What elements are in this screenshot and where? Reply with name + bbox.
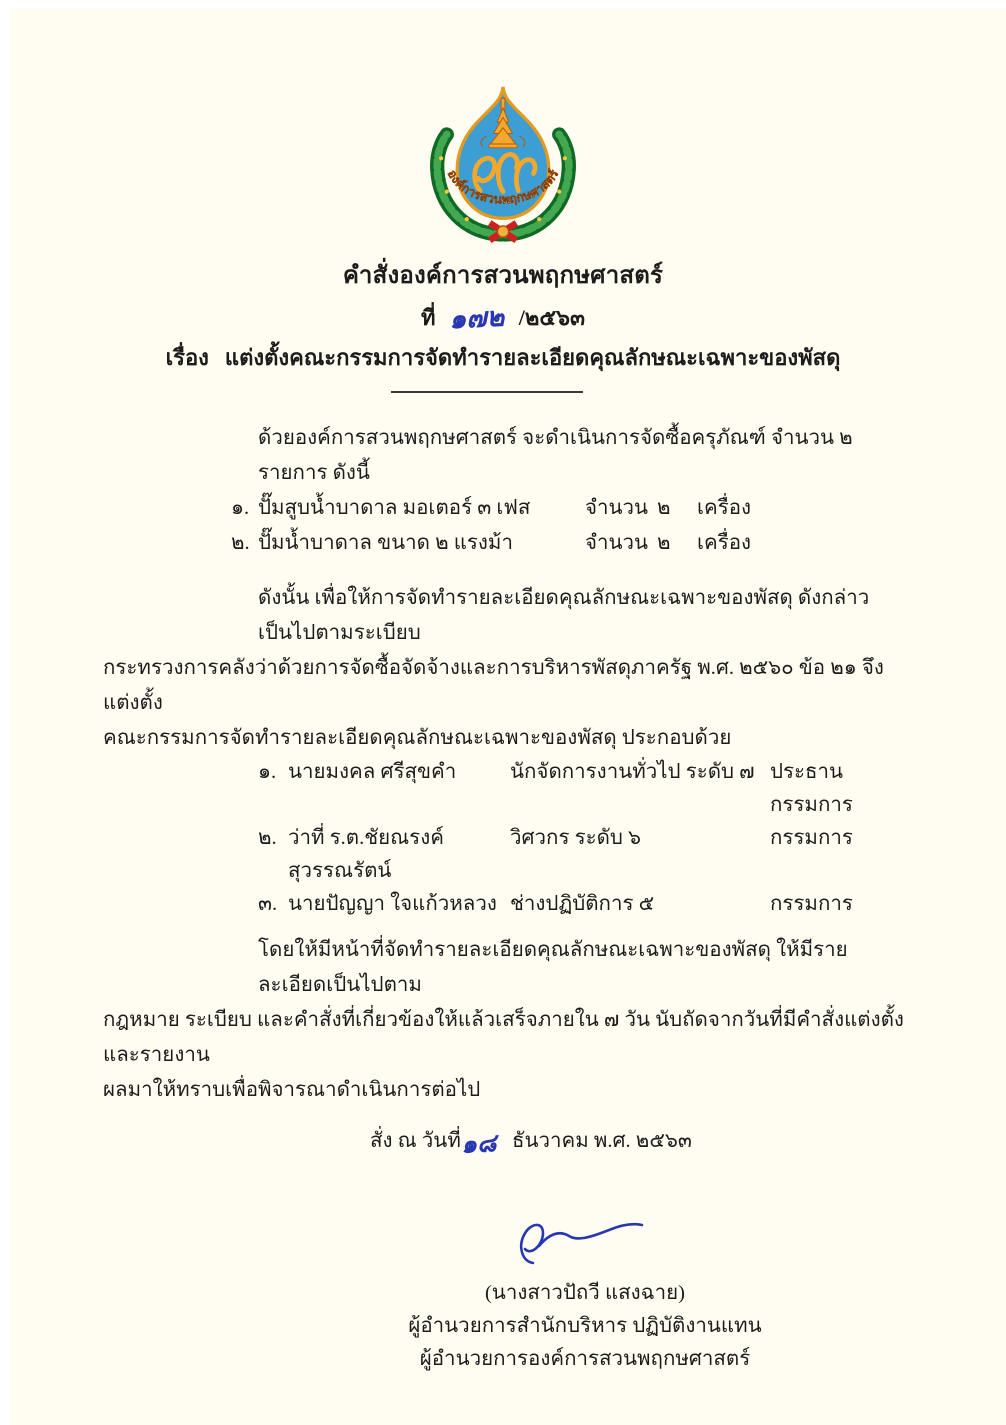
- committee-row: [103, 756, 906, 822]
- signatory-name: (นางสาวปัถวี แสงฉาย): [484, 1282, 685, 1304]
- committee-list: [103, 756, 906, 921]
- header-divider: [391, 391, 583, 393]
- signatory-title-director: ผู้อำนวยการองค์การสวนพฤกษศาสตร์: [419, 1348, 751, 1370]
- committee-number: ๓.: [258, 893, 278, 915]
- org-emblem: [0, 0, 1006, 249]
- signature-block: [375, 1213, 795, 1376]
- paragraph-line: ดังนั้น เพื่อให้การจัดทำรายละเอียดคุณลักษณะเฉพาะของพัสดุ ดังกล่าว เป็นไปตามระเบียบ: [258, 587, 870, 644]
- order-number-handwritten: ๑๗๒: [448, 301, 506, 336]
- order-number-year: /๒๕๖๓: [518, 305, 586, 330]
- committee-row: [103, 822, 906, 888]
- order-number-prefix: ที่: [420, 305, 436, 330]
- scan-edge-top: [0, 0, 1006, 8]
- subject-text: แต่งตั้งคณะกรรมการจัดทำรายละเอียดคุณลักษณะเฉพาะของพัสดุ: [224, 345, 841, 370]
- paragraph-appointment: [103, 581, 906, 756]
- committee-number: ๑.: [258, 761, 277, 783]
- document-title: คำสั่งองค์การสวนพฤกษศาสตร์: [342, 263, 664, 289]
- item-qty-label: จำนวน: [585, 532, 649, 554]
- subject-label: เรื่อง: [165, 345, 209, 370]
- item-number: ๑.: [231, 497, 250, 519]
- paragraph-line: กระทรวงการคลังว่าด้วยการจัดซื้อจัดจ้างและการบริหารพัสดุภาครัฐ พ.ศ. ๒๕๖๐ ข้อ ๒๑ จึงแต่งตั้ง: [103, 657, 884, 714]
- signature-ink: [505, 1213, 655, 1275]
- committee-position: นักจัดการงานทั่วไป ระดับ ๗: [510, 761, 755, 783]
- committee-position: วิศวกร ระดับ ๖: [510, 827, 642, 849]
- paragraph-duties: [103, 933, 906, 1108]
- item-number: ๒.: [231, 532, 250, 554]
- committee-role: ประธานกรรมการ: [770, 761, 853, 816]
- issued-date-line: [103, 1124, 906, 1159]
- procurement-item-row: [103, 526, 906, 561]
- logo-arc-text: องค์การสวนพฤกษศาสตร์: [444, 167, 562, 207]
- committee-position: ช่างปฏิบัติการ ๕: [510, 893, 655, 915]
- item-qty-label: จำนวน: [585, 497, 649, 519]
- item-unit: เครื่อง: [697, 532, 752, 554]
- committee-row: [103, 888, 906, 921]
- committee-name: นายมงคล ศรีสุขคำ: [288, 761, 457, 783]
- org-emblem-graphic: [417, 84, 589, 244]
- issued-day-handwritten: ๑๘: [460, 1128, 497, 1159]
- committee-number: ๒.: [258, 827, 277, 849]
- paragraph-line: ผลมาให้ทราบเพื่อพิจารณาดำเนินการต่อไป: [103, 1079, 481, 1101]
- order-number-line: [0, 297, 1006, 335]
- committee-role: กรรมการ: [770, 893, 853, 915]
- item-qty: ๒: [657, 532, 671, 554]
- subject-line: [0, 341, 1006, 375]
- paragraph-intro: ด้วยองค์การสวนพฤกษศาสตร์ จะดำเนินการจัดซื้อครุภัณฑ์ จำนวน ๒ รายการ ดังนี้: [258, 427, 853, 484]
- committee-name: ว่าที่ ร.ต.ชัยณรงค์ สุวรรณรัตน์: [288, 827, 444, 882]
- item-name: ปั๊มน้ำบาดาล ขนาด ๒ แรงม้า: [258, 532, 513, 554]
- scan-edge-left: [0, 0, 10, 1425]
- document-body: [103, 421, 906, 1376]
- committee-name: นายปัญญา ใจแก้วหลวง: [288, 893, 497, 915]
- paragraph-line: คณะกรรมการจัดทำรายละเอียดคุณลักษณะเฉพาะของพัสดุ ประกอบด้วย: [103, 727, 732, 749]
- item-name: ปั๊มสูบน้ำบาดาล มอเตอร์ ๓ เฟส: [258, 497, 531, 519]
- committee-role: กรรมการ: [770, 827, 853, 849]
- procurement-item-row: [103, 491, 906, 526]
- item-unit: เครื่อง: [697, 497, 752, 519]
- issued-date-suffix: ธันวาคม พ.ศ. ๒๕๖๓: [512, 1130, 692, 1152]
- item-qty: ๒: [657, 497, 671, 519]
- issued-date-prefix: สั่ง ณ วันที่: [370, 1130, 461, 1152]
- paragraph-line: กฎหมาย ระเบียบ และคำสั่งที่เกี่ยวข้องให้แล้วเสร็จภายใน ๗ วัน นับถัดจากวันที่มีคำสั่งแต่งตั้ง และรายงาน: [103, 1009, 904, 1066]
- signatory-title-acting: ผู้อำนวยการสำนักบริหาร ปฏิบัติงานแทน: [408, 1315, 762, 1337]
- paragraph-line: โดยให้มีหน้าที่จัดทำรายละเอียดคุณลักษณะเฉพาะของพัสดุ ให้มีรายละเอียดเป็นไปตาม: [258, 939, 848, 996]
